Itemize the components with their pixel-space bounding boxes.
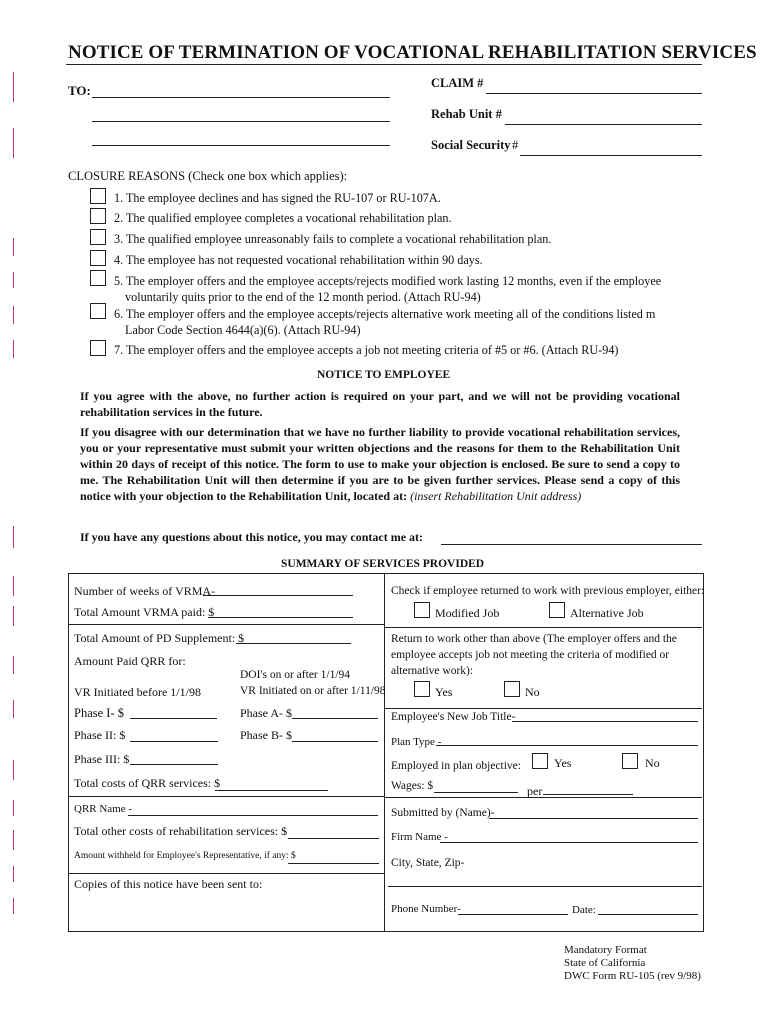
submitted-by-field[interactable] <box>489 804 698 819</box>
rtw-no-label: No <box>525 685 540 699</box>
closure-reason-7: 7. The employer offers and the employee accepts a job not meeting criteria of #5 or #6. (Attach RU-94) <box>114 343 619 357</box>
ssn-label: Social Security <box>431 138 511 152</box>
title-underline <box>66 64 702 65</box>
vr-before-label: VR Initiated before 1/1/98 <box>74 685 201 699</box>
closure-checkbox-5[interactable] <box>90 270 106 286</box>
plan-type-label: Plan Type - <box>391 736 442 748</box>
phase1-field[interactable] <box>130 704 217 719</box>
employed-yes-checkbox[interactable] <box>532 753 548 769</box>
claim-number-field[interactable] <box>486 79 702 94</box>
questions-label: If you have any questions about this notice, you may contact me at: <box>80 530 424 544</box>
margin-mark <box>13 72 14 102</box>
rtw-yes-checkbox[interactable] <box>414 681 430 697</box>
margin-mark <box>13 272 14 288</box>
footer-mandatory-format: Mandatory Format <box>564 944 647 956</box>
modified-job-label: Modified Job <box>435 606 500 620</box>
margin-mark <box>13 606 14 626</box>
rtw-other-line1: Return to work other than above (The employer offers and the <box>391 633 677 645</box>
claim-label: CLAIM # <box>431 76 484 90</box>
phone-field[interactable] <box>458 900 568 915</box>
qrr-total-field[interactable] <box>215 776 328 791</box>
vr-after-label: VR Initiated on or after 1/11/98 <box>240 685 386 697</box>
closure-checkbox-3[interactable] <box>90 229 106 245</box>
returned-work-label: Check if employee returned to work with previous employer, either: <box>391 585 705 597</box>
rehab-unit-label: Rehab Unit # <box>431 107 502 121</box>
withheld-label: Amount withheld for Employee's Representative, if any: $ <box>74 851 296 861</box>
closure-checkbox-7[interactable] <box>90 340 106 356</box>
notice-heading: NOTICE TO EMPLOYEE <box>317 369 451 381</box>
alternative-job-checkbox[interactable] <box>549 602 565 618</box>
row-divider <box>388 886 702 887</box>
row-divider <box>68 624 384 625</box>
phase2-label: Phase II: $ <box>74 728 126 742</box>
employed-no-label: No <box>645 756 660 770</box>
plan-type-field[interactable] <box>436 731 698 746</box>
rtw-yes-label: Yes <box>435 685 453 699</box>
qrr-name-label: QRR Name - <box>74 803 133 815</box>
margin-mark <box>13 830 14 850</box>
pd-supplement-label: Total Amount of PD Supplement: $ <box>74 631 245 645</box>
margin-mark <box>13 866 14 882</box>
to-field-line1[interactable] <box>92 83 390 98</box>
employed-no-checkbox[interactable] <box>622 753 638 769</box>
firm-name-field[interactable] <box>440 828 698 843</box>
summary-heading: SUMMARY OF SERVICES PROVIDED <box>281 558 485 570</box>
closure-reason-5: 5. The employer offers and the employee accepts/rejects modified work lasting 12 months, even if the employee <box>114 274 662 288</box>
phase3-field[interactable] <box>130 750 218 765</box>
margin-mark <box>13 656 14 674</box>
rtw-no-checkbox[interactable] <box>504 681 520 697</box>
phase2-field[interactable] <box>130 727 218 742</box>
to-label: TO: <box>68 83 91 98</box>
qrr-name-field[interactable] <box>128 801 378 816</box>
employed-yes-label: Yes <box>554 756 572 770</box>
other-costs-label: Total other costs of rehabilitation services: $ <box>74 824 288 838</box>
social-security-field[interactable] <box>520 141 702 156</box>
wages-field[interactable] <box>434 778 518 793</box>
phone-label: Phone Number- <box>391 903 461 915</box>
page-title: NOTICE OF TERMINATION OF VOCATIONAL REHABILITATION SERVICES <box>68 42 757 63</box>
margin-mark <box>13 576 14 596</box>
closure-reason-6-cont: Labor Code Section 4644(a)(6). (Attach RU-94) <box>125 323 361 337</box>
submitted-by-label: Submitted by (Name)- <box>391 807 495 819</box>
to-field-line2[interactable] <box>92 107 390 122</box>
closure-reason-4: 4. The employee has not requested vocational rehabilitation within 90 days. <box>114 253 483 267</box>
margin-mark <box>13 898 14 914</box>
margin-mark <box>13 238 14 256</box>
row-divider <box>384 797 702 798</box>
closure-reason-3: 3. The qualified employee unreasonably fails to complete a vocational rehabilitation plan. <box>114 232 552 246</box>
withheld-field[interactable] <box>288 849 379 864</box>
margin-mark <box>13 760 14 780</box>
employed-in-plan-label: Employed in plan objective: <box>391 760 521 772</box>
phase1-label: Phase I- $ <box>74 706 124 720</box>
firm-name-label: Firm Name - <box>391 831 448 843</box>
amount-qrr-label: Amount Paid QRR for: <box>74 654 186 668</box>
phase-b-label: Phase B- $ <box>240 728 292 742</box>
row-divider <box>68 873 384 874</box>
closure-checkbox-2[interactable] <box>90 208 106 224</box>
copies-label: Copies of this notice have been sent to: <box>74 877 263 891</box>
rehab-unit-address-hint: (insert Rehabilitation Unit address) <box>410 489 582 503</box>
wages-per-label: per <box>527 784 543 798</box>
rehab-unit-field[interactable] <box>505 110 702 125</box>
margin-mark <box>13 340 14 358</box>
wages-label: Wages: $ <box>391 780 434 792</box>
phase3-label: Phase III: $ <box>74 752 130 766</box>
alternative-job-label: Alternative Job <box>570 606 644 620</box>
margin-mark <box>13 128 14 158</box>
closure-reason-2: 2. The qualified employee completes a vocational rehabilitation plan. <box>114 211 452 225</box>
vrma-total-field[interactable] <box>208 603 353 618</box>
closure-reason-5-cont: voluntarily quits prior to the end of the 12 month period. (Attach RU-94) <box>125 290 481 304</box>
footer-state: State of California <box>564 957 646 969</box>
row-divider <box>384 627 702 628</box>
date-label: Date: <box>572 904 596 916</box>
pd-supplement-field[interactable] <box>236 629 351 644</box>
phase-a-field[interactable] <box>292 704 378 719</box>
vrma-total-label: Total Amount VRMA paid: $ <box>74 605 215 619</box>
closure-checkbox-4[interactable] <box>90 250 106 266</box>
closure-heading: CLOSURE REASONS (Check one box which applies): <box>68 169 348 183</box>
notice-paragraph-disagree <box>80 424 680 504</box>
city-state-zip-label: City, State, Zip- <box>391 857 465 869</box>
to-field-line3[interactable] <box>92 131 390 146</box>
modified-job-checkbox[interactable] <box>414 602 430 618</box>
margin-mark <box>13 526 14 548</box>
qrr-total-label: Total costs of QRR services: $ <box>74 776 221 790</box>
margin-mark <box>13 306 14 324</box>
rtw-other-line3: alternative work): <box>391 665 474 677</box>
margin-mark <box>13 700 14 718</box>
notice-paragraph-disagree-text: If you disagree with our determination that we have no further liability to provide vocational rehabilitation services, you or your representative must submit your written objections and the reasons for them to the Rehabilitation Unit within 20 days of receipt of this notice. The form to use to make your objection is enclosed. Be sure to send a copy to me. The Rehabilitation Unit will then determine if you are to be given further services. Please send a copy of this notice with your objection to the Rehabilitation Unit, located at: <box>80 425 680 503</box>
new-job-title-label: Employee's New Job Title- <box>391 711 516 723</box>
phase-a-label: Phase A- $ <box>240 706 292 720</box>
wages-per-field[interactable] <box>543 780 633 795</box>
date-field[interactable] <box>598 900 698 915</box>
closure-checkbox-1[interactable] <box>90 188 106 204</box>
other-costs-field[interactable] <box>288 824 379 839</box>
margin-mark <box>13 800 14 816</box>
vrma-weeks-label: Number of weeks of VRMA- <box>74 584 216 598</box>
closure-reason-1: 1. The employee declines and has signed the RU-107 or RU-107A. <box>114 191 441 205</box>
closure-reason-6: 6. The employer offers and the employee accepts/rejects alternative work meeting all of the conditions listed m <box>114 307 656 321</box>
phase-b-field[interactable] <box>292 727 378 742</box>
rtw-other-line2: employee accepts job not meeting the criteria of modified or <box>391 649 670 661</box>
doi-header: DOI's on or after 1/1/94 <box>240 669 351 681</box>
footer-form-number: DWC Form RU-105 (rev 9/98) <box>564 970 701 982</box>
new-job-title-field[interactable] <box>512 707 698 722</box>
notice-paragraph-agree: If you agree with the above, no further action is required on your part, and we will not be providing vocational rehabilitation services in the future. <box>80 389 680 419</box>
vrma-weeks-field[interactable] <box>203 581 353 596</box>
closure-checkbox-6[interactable] <box>90 303 106 319</box>
row-divider <box>68 796 384 797</box>
contact-field[interactable] <box>441 530 702 545</box>
ssn-hash: # <box>512 138 519 152</box>
